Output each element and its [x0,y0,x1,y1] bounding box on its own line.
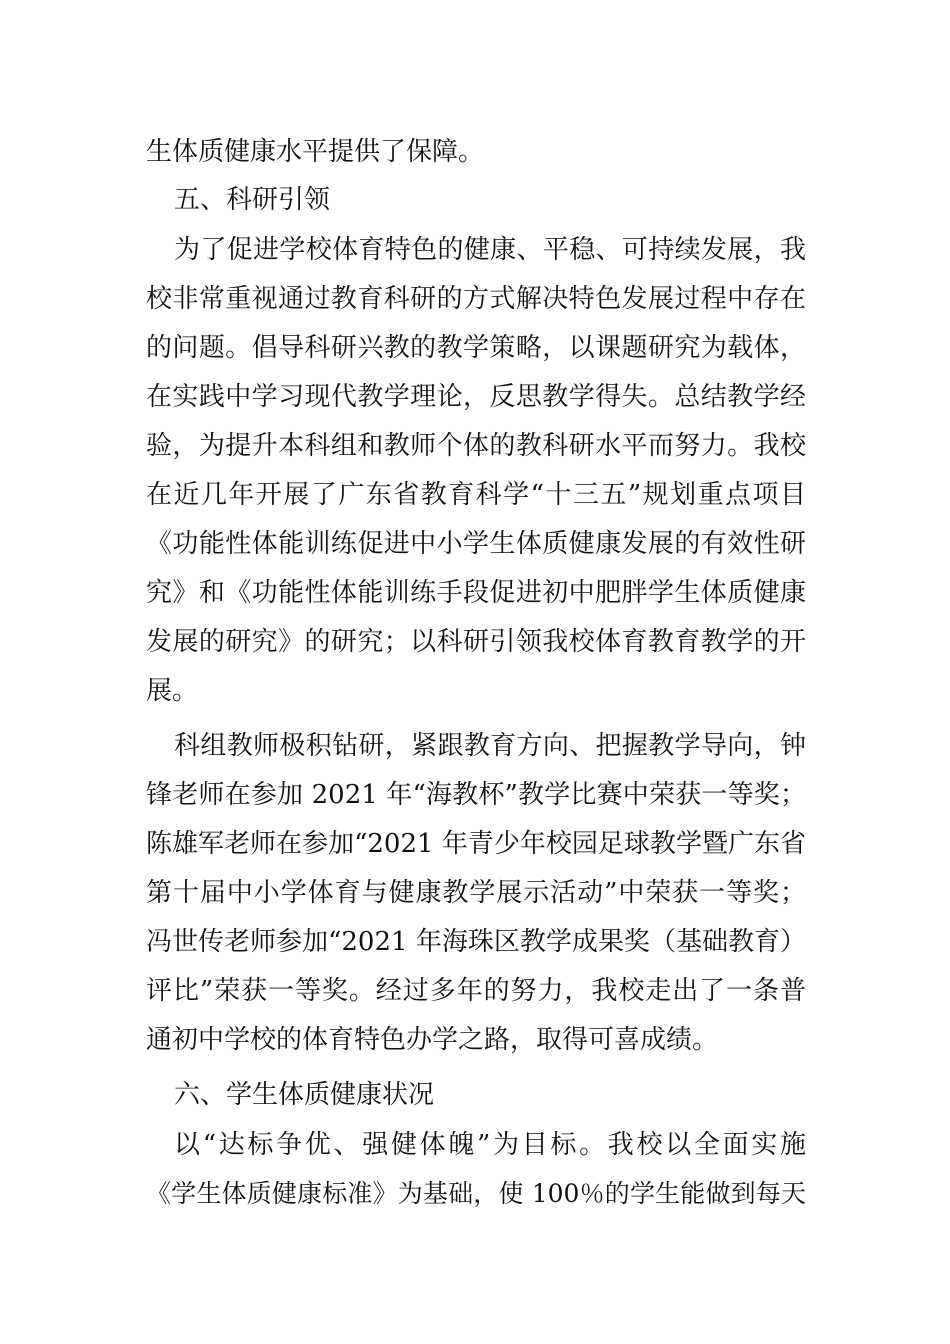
text-line: 的问题。倡导科研兴教的教学策略，以课题研究为载体， [146,333,806,363]
text-line: 《功能性体能训练促进中小学生体质健康发展的有效性研 [146,529,806,559]
text-line: 为了促进学校体育特色的健康、平稳、可持续发展，我 [174,235,806,265]
text-line: 评比”荣获一等奖。经过多年的努力，我校走出了一条普 [146,976,806,1006]
text-line: 生体质健康水平提供了保障。 [146,137,485,167]
text-line: 通初中学校的体育特色办学之路，取得可喜成绩。 [146,1025,719,1055]
text-line: 在实践中学习现代教学理论，反思教学得失。总结教学经 [146,382,806,412]
text-line: 究》和《功能性体能训练手段促进初中肥胖学生体质健康 [146,578,806,608]
text-line: 第十届中小学体育与健康教学展示活动”中荣获一等奖； [146,878,806,908]
text-line: 验，为提升本科组和教师个体的教科研水平而努力。我校 [146,431,806,461]
text-line: 陈雄军老师在参加“2021 年青少年校园足球教学暨广东省 [146,829,806,859]
text-line: 展。 [146,676,199,706]
text-line: 《学生体质健康标准》为基础，使 100％的学生能做到每天 [146,1179,806,1208]
text-line: 科组教师极积钻研，紧跟教育方向、把握教学导向，钟 [174,731,806,761]
text-line: 发展的研究》的研究；以科研引领我校体育教育教学的开 [146,627,806,657]
text-line: 以“达标争优、强健体魄”为目标。我校以全面实施 [174,1130,806,1160]
section-heading-5: 五、科研引领 [174,185,331,215]
section-heading-6: 六、学生体质健康状况 [174,1080,435,1110]
text-line: 校非常重视通过教育科研的方式解决特色发展过程中存在 [146,284,806,314]
text-line: 冯世传老师参加“2021 年海珠区教学成果奖（基础教育） [146,927,806,957]
text-line: 锋老师在参加 2021 年“海教杯”教学比赛中荣获一等奖； [146,780,806,810]
text-line: 在近几年开展了广东省教育科学“十三五”规划重点项目 [146,480,806,510]
